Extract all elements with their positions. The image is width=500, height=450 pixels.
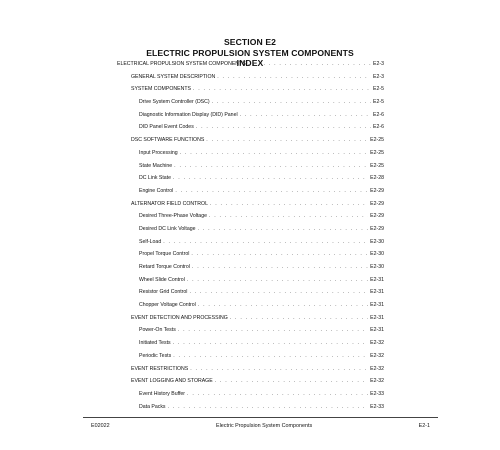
toc-entry[interactable]: [117, 61, 384, 74]
toc-entry[interactable]: [117, 366, 384, 379]
toc-entry-page: E2-30: [370, 264, 384, 270]
table-of-contents: [117, 61, 384, 416]
toc-entry[interactable]: [117, 213, 384, 226]
dot-leader: [190, 366, 368, 372]
dot-leader: [193, 86, 371, 92]
dot-leader: [198, 226, 369, 232]
toc-entry-title: Desired Three-Phase Voltage: [139, 213, 207, 220]
toc-entry-page: E2-31: [370, 289, 384, 296]
toc-entry-page: E2-32: [370, 340, 384, 347]
toc-entry-title: Drive System Controller (DSC): [139, 99, 210, 106]
footer-divider: [83, 417, 438, 418]
toc-entry-page: E2-25: [370, 162, 384, 169]
toc-entry-page: E2-30: [370, 251, 384, 258]
toc-entry-page: E2-31: [370, 327, 384, 334]
toc-entry-page: E2-25: [370, 137, 384, 144]
dot-leader: [217, 74, 371, 80]
toc-entry-title: DC Link State: [139, 175, 172, 182]
toc-entry-page: E2-5: [373, 99, 384, 106]
toc-entry[interactable]: [117, 340, 384, 353]
toc-entry-title: Periodic Tests: [139, 352, 172, 359]
toc-entry-page: E2-31: [370, 302, 384, 309]
toc-entry-title: ALTERNATOR FIELD CONTROL: [131, 200, 208, 207]
dot-leader: [230, 315, 368, 321]
dot-leader: [173, 353, 368, 359]
dot-leader: [180, 150, 369, 156]
toc-entry-title: Desired DC Link Voltage: [139, 225, 196, 232]
dot-leader: [209, 213, 368, 219]
dot-leader: [168, 404, 369, 410]
toc-entry-page: E2-6: [373, 111, 384, 118]
toc-entry-title: ELECTRICAL PROPULSION SYSTEM COMPONENTS: [117, 61, 246, 67]
toc-entry-page: E2-33: [370, 390, 384, 397]
dot-leader: [212, 99, 371, 105]
toc-entry[interactable]: [117, 315, 384, 328]
toc-entry-title: Engine Control: [139, 187, 174, 194]
toc-entry-title: Retard Torque Control: [139, 264, 190, 270]
dot-leader: [173, 340, 369, 346]
page-number: E2-1: [418, 423, 430, 429]
toc-entry[interactable]: [117, 137, 384, 150]
dot-leader: [248, 61, 371, 67]
toc-entry-page: E2-31: [370, 314, 384, 321]
dot-leader: [210, 201, 368, 207]
footer-title: Electric Propulsion System Components: [216, 423, 313, 429]
toc-entry[interactable]: [117, 99, 384, 112]
toc-entry[interactable]: [117, 175, 384, 188]
toc-entry[interactable]: [117, 289, 384, 302]
toc-entry-page: E2-31: [370, 276, 384, 283]
toc-entry-title: Self-Load: [139, 238, 162, 245]
toc-entry-page: E2-29: [370, 187, 384, 194]
toc-entry-title: Diagnostic Information Display (DID) Panel: [139, 111, 238, 118]
toc-entry-page: E2-6: [373, 124, 384, 131]
toc-entry-page: E2-29: [370, 200, 384, 207]
toc-entry[interactable]: [117, 86, 384, 99]
toc-entry[interactable]: [117, 327, 384, 340]
toc-entry-page: E2-25: [370, 149, 384, 156]
toc-entry-page: E2-33: [370, 403, 384, 410]
dot-leader: [174, 163, 368, 169]
toc-entry[interactable]: [117, 163, 384, 176]
dot-leader: [206, 137, 368, 143]
toc-entry[interactable]: [117, 391, 384, 404]
dot-leader: [187, 391, 368, 397]
toc-entry[interactable]: [117, 277, 384, 290]
toc-entry-title: DSC SOFTWARE FUNCTIONS: [131, 137, 205, 144]
toc-entry[interactable]: [117, 404, 384, 417]
toc-entry[interactable]: [117, 239, 384, 252]
toc-entry-title: Power-On Tests: [139, 327, 176, 334]
toc-entry-page: E2-3: [373, 61, 384, 67]
dot-leader: [198, 302, 368, 308]
toc-entry-page: E2-29: [370, 225, 384, 232]
section-heading: SECTION E2: [223, 37, 277, 47]
document-title: ELECTRIC PROPULSION SYSTEM COMPONENTS: [146, 47, 354, 58]
dot-leader: [175, 188, 368, 194]
toc-entry-page: E2-30: [370, 238, 384, 245]
toc-entry-title: EVENT LOGGING AND STORAGE: [131, 378, 213, 385]
toc-entry-page: E2-32: [370, 365, 384, 372]
dot-leader: [178, 327, 368, 333]
dot-leader: [192, 264, 368, 270]
toc-entry-page: E2-28: [370, 175, 384, 182]
dot-leader: [163, 239, 368, 245]
toc-entry-title: Event History Buffer: [139, 390, 186, 397]
toc-entry[interactable]: [117, 201, 384, 214]
toc-entry-title: Data Packs: [139, 403, 166, 410]
toc-entry-page: E2-32: [370, 352, 384, 359]
toc-entry-title: Wheel Slide Control: [139, 276, 185, 283]
toc-entry[interactable]: [117, 353, 384, 366]
toc-entry[interactable]: [117, 112, 384, 125]
index-heading: INDEX: [236, 58, 264, 68]
page-footer: [91, 423, 430, 429]
dot-leader: [191, 251, 368, 257]
dot-leader: [240, 112, 371, 118]
toc-entry-title: State Machine: [139, 162, 173, 169]
dot-leader: [196, 124, 371, 130]
toc-entry-title: EVENT RESTRICTIONS: [131, 365, 189, 372]
toc-entry[interactable]: [117, 74, 384, 87]
toc-entry-title: DID Panel Event Codes: [139, 124, 194, 131]
toc-entry[interactable]: [117, 251, 384, 264]
toc-entry[interactable]: [117, 226, 384, 239]
toc-entry[interactable]: [117, 264, 384, 277]
toc-entry[interactable]: [117, 150, 384, 163]
toc-entry-title: Resistor Grid Control: [139, 289, 188, 296]
toc-entry-title: Chopper Voltage Control: [139, 302, 196, 309]
toc-entry-page: E2-3: [373, 73, 384, 80]
toc-entry-title: EVENT DETECTION AND PROCESSING: [131, 314, 228, 321]
toc-entry-title: GENERAL SYSTEM DESCRIPTION: [131, 73, 216, 80]
document-code: E02022: [91, 423, 110, 429]
dot-leader: [215, 378, 368, 384]
dot-leader: [189, 289, 368, 295]
toc-entry-page: E2-29: [370, 213, 384, 220]
toc-entry-title: Input Processing: [139, 149, 178, 156]
toc-entry[interactable]: [117, 378, 384, 391]
dot-leader: [173, 175, 368, 181]
dot-leader: [187, 277, 368, 283]
toc-entry-page: E2-32: [370, 378, 384, 385]
toc-entry-title: Propel Torque Control: [139, 251, 190, 258]
toc-entry-title: SYSTEM COMPONENTS: [131, 86, 191, 93]
toc-entry[interactable]: [117, 124, 384, 137]
toc-entry-page: E2-5: [373, 86, 384, 93]
toc-entry[interactable]: [117, 302, 384, 315]
toc-entry[interactable]: [117, 188, 384, 201]
toc-entry-title: Initiated Tests: [139, 340, 171, 347]
